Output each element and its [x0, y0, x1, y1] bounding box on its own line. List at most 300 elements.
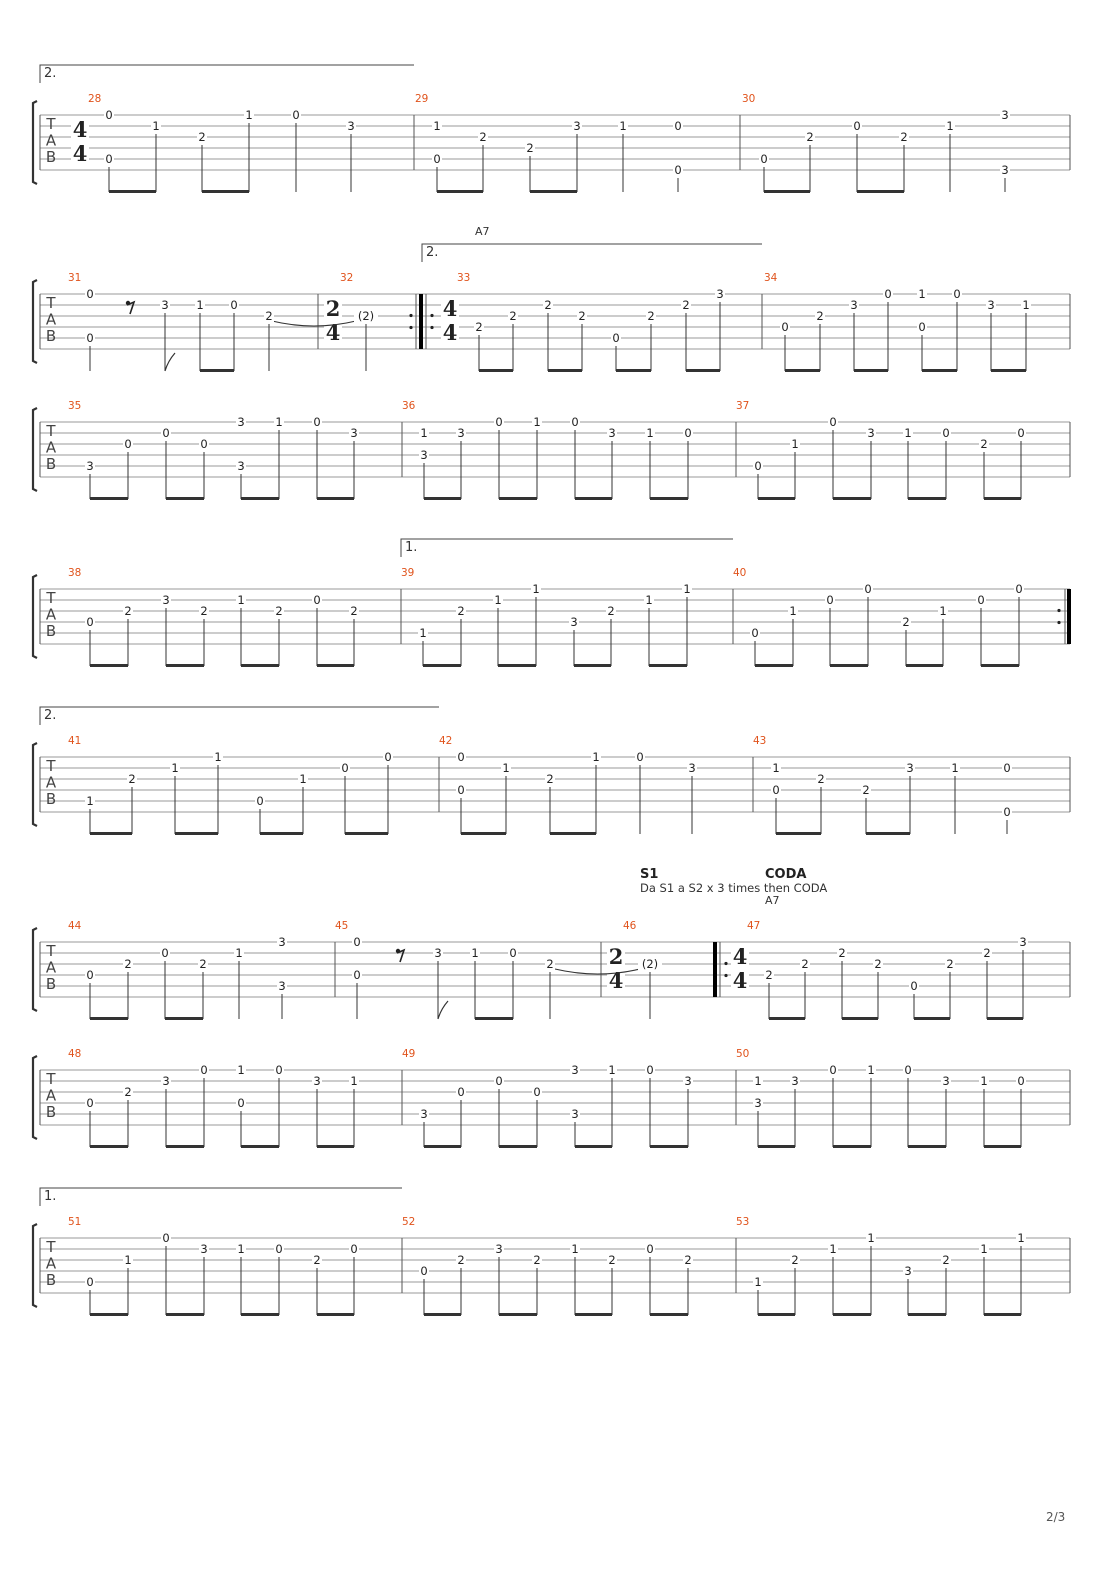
fret-number: 0 — [571, 415, 579, 429]
system-bracket — [33, 1056, 37, 1139]
beam — [987, 1017, 1023, 1020]
fret-number: 0 — [86, 968, 94, 982]
time-signature-top: 4 — [72, 117, 88, 142]
volta-label: 1. — [405, 540, 418, 555]
fret-number: 1 — [299, 772, 307, 786]
fret-number: 0 — [829, 415, 837, 429]
measure-number: 46 — [623, 920, 637, 932]
beam — [475, 1017, 513, 1020]
beam — [166, 497, 204, 500]
fret-number: 1 — [754, 1074, 762, 1088]
fret-number: 0 — [646, 1063, 654, 1077]
fret-number: 0 — [918, 320, 926, 334]
eighth-rest — [396, 949, 404, 962]
fret-number: 2 — [457, 604, 465, 618]
fret-number: 1 — [433, 119, 441, 133]
tab-clef-letter: A — [45, 1254, 57, 1273]
chord-symbol: A7 — [475, 225, 490, 238]
fret-number: 1 — [214, 750, 222, 764]
repeat-dot — [409, 326, 412, 329]
fret-number: 1 — [772, 761, 780, 775]
fret-number: 1 — [471, 946, 479, 960]
tab-system — [33, 400, 1070, 500]
tab-clef-letter: A — [45, 438, 57, 457]
time-signature-bottom: 4 — [325, 320, 341, 345]
fret-number: 3 — [200, 1242, 208, 1256]
beam — [914, 1017, 950, 1020]
fret-number: 3 — [457, 426, 465, 440]
beam — [686, 369, 720, 372]
fret-number: 1 — [646, 426, 654, 440]
measure-number: 49 — [402, 1048, 416, 1060]
note-flag — [165, 353, 175, 371]
fret-number: 3 — [420, 1107, 428, 1121]
fret-number: 0 — [162, 426, 170, 440]
volta-bracket — [40, 1188, 402, 1206]
volta-bracket — [40, 65, 414, 83]
fret-number: 1 — [571, 1242, 579, 1256]
fret-number: 3 — [313, 1074, 321, 1088]
fret-number: 3 — [608, 426, 616, 440]
beam — [574, 664, 611, 667]
system-bracket — [33, 1224, 37, 1307]
tab-clef-letter: A — [45, 131, 57, 150]
measure-number: 40 — [733, 567, 747, 579]
fret-number: 2 — [942, 1253, 950, 1267]
tie — [272, 321, 356, 326]
tab-clef-letter: B — [45, 148, 57, 166]
measure-number: 52 — [402, 1216, 416, 1228]
fret-number: 1 — [237, 1063, 245, 1077]
fret-number: 0 — [1017, 426, 1025, 440]
fret-number: 0 — [350, 1242, 358, 1256]
tab-system — [33, 894, 1070, 1020]
beam — [200, 369, 234, 372]
system-bracket — [33, 408, 37, 491]
fret-number: 3 — [850, 298, 858, 312]
measure-number: 30 — [742, 93, 756, 105]
beam — [758, 1145, 795, 1148]
fret-number: 0 — [353, 968, 361, 982]
tab-clef-letter: B — [45, 975, 57, 993]
beam — [575, 1145, 612, 1148]
fret-number: 2 — [900, 130, 908, 144]
beam — [165, 1017, 203, 1020]
fret-number: 1 — [791, 437, 799, 451]
fret-number: 3 — [495, 1242, 503, 1256]
fret-number: 2 — [265, 309, 273, 323]
fret-number: 0 — [754, 459, 762, 473]
fret-number: 1 — [494, 593, 502, 607]
fret-number: 2 — [902, 615, 910, 629]
fret-number: 0 — [86, 1275, 94, 1289]
fret-number: 2 — [275, 604, 283, 618]
volta-label: 1. — [44, 1189, 57, 1204]
beam — [202, 190, 249, 193]
fret-number: 0 — [636, 750, 644, 764]
tab-system — [33, 539, 1071, 667]
tab-clef-letter: T — [46, 1070, 56, 1088]
tab-system — [33, 707, 1070, 835]
repeat-dot — [724, 974, 727, 977]
fret-number: 2 — [946, 957, 954, 971]
fret-number: 3 — [420, 448, 428, 462]
volta-label: 2. — [44, 708, 57, 723]
beam — [649, 664, 687, 667]
fret-number: 0 — [884, 287, 892, 301]
fret-number: 2 — [509, 309, 517, 323]
fret-number: 2 — [544, 298, 552, 312]
beam — [423, 664, 461, 667]
beam — [499, 1313, 537, 1316]
fret-number: 3 — [791, 1074, 799, 1088]
measure-number: 38 — [68, 567, 82, 579]
fret-number: 2 — [806, 130, 814, 144]
beam — [241, 497, 279, 500]
fret-number: 2 — [608, 1253, 616, 1267]
fret-number: 0 — [433, 152, 441, 166]
beam — [984, 1145, 1021, 1148]
volta-label: 2. — [426, 245, 439, 260]
fret-number: 3 — [162, 1074, 170, 1088]
measure-number: 28 — [88, 93, 102, 105]
fret-number: 1 — [171, 761, 179, 775]
tab-clef-letter: T — [46, 1238, 56, 1256]
measure-number: 47 — [747, 920, 761, 932]
beam — [764, 190, 810, 193]
fret-number: 0 — [86, 287, 94, 301]
time-signature-bottom: 4 — [608, 968, 624, 993]
fret-number: 2 — [200, 604, 208, 618]
measure-number: 50 — [736, 1048, 750, 1060]
tab-system — [33, 65, 1070, 193]
fret-number: 1 — [275, 415, 283, 429]
fret-number: 1 — [951, 761, 959, 775]
beam — [776, 832, 821, 835]
fret-number: 2 — [479, 130, 487, 144]
fret-number: 0 — [457, 1085, 465, 1099]
fret-number: 1 — [237, 1242, 245, 1256]
fret-number: 2 — [124, 957, 132, 971]
fret-number: 1 — [754, 1275, 762, 1289]
fret-number: 2 — [546, 957, 554, 971]
tab-clef-letter: B — [45, 622, 57, 640]
fret-number: 1 — [245, 108, 253, 122]
fret-number: 2 — [313, 1253, 321, 1267]
tab-clef-letter: A — [45, 605, 57, 624]
fret-number: 1 — [980, 1242, 988, 1256]
measure-number: 31 — [68, 272, 82, 284]
fret-number: 0 — [86, 615, 94, 629]
beam — [479, 369, 513, 372]
fret-number: 0 — [1003, 805, 1011, 819]
fret-number: 0 — [1015, 582, 1023, 596]
fret-number: 1 — [645, 593, 653, 607]
fret-number: 1 — [237, 593, 245, 607]
fret-number: 0 — [86, 331, 94, 345]
fret-number: 1 — [419, 626, 427, 640]
fret-number: 1 — [532, 582, 540, 596]
fret-number: 1 — [1022, 298, 1030, 312]
repeat-dot — [409, 314, 412, 317]
fret-number: 0 — [684, 426, 692, 440]
fret-number: 3 — [278, 935, 286, 949]
repeat-dot — [430, 326, 433, 329]
fret-number: 1 — [829, 1242, 837, 1256]
fret-number: 1 — [420, 426, 428, 440]
time-signature-top: 4 — [732, 944, 748, 969]
fret-number: 0 — [781, 320, 789, 334]
beam — [498, 664, 536, 667]
fret-number: 0 — [457, 783, 465, 797]
fret-number: 2 — [457, 1253, 465, 1267]
beam — [758, 497, 795, 500]
fret-number: 3 — [161, 298, 169, 312]
fret-number: 0 — [200, 1063, 208, 1077]
beam — [166, 1313, 204, 1316]
beam — [166, 664, 204, 667]
beam — [499, 1145, 537, 1148]
time-signature-bottom: 4 — [442, 320, 458, 345]
beam — [499, 497, 537, 500]
fret-number: 0 — [313, 593, 321, 607]
tab-clef-letter: T — [46, 589, 56, 607]
fret-number: 0 — [864, 582, 872, 596]
beam — [981, 664, 1019, 667]
beam — [260, 832, 303, 835]
fret-number: 1 — [608, 1063, 616, 1077]
beam — [90, 1017, 128, 1020]
beam — [317, 497, 354, 500]
fret-number: 2 — [816, 309, 824, 323]
fret-number: 0 — [275, 1063, 283, 1077]
fret-number: 0 — [313, 415, 321, 429]
fret-number: 0 — [256, 794, 264, 808]
fret-number: 2 — [983, 946, 991, 960]
measure-number: 34 — [764, 272, 778, 284]
beam — [833, 1313, 871, 1316]
beam — [530, 190, 577, 193]
beam — [90, 1145, 128, 1148]
measure-number: 32 — [340, 272, 354, 284]
fret-number: 0 — [910, 979, 918, 993]
fret-number: 0 — [200, 437, 208, 451]
tab-clef-letter: B — [45, 1271, 57, 1289]
fret-number: 0 — [612, 331, 620, 345]
beam — [650, 1145, 688, 1148]
beam — [616, 369, 651, 372]
tab-clef-letter: B — [45, 790, 57, 808]
fret-number: 2 — [124, 1085, 132, 1099]
chord-symbol: A7 — [765, 894, 780, 907]
measure-number: 33 — [457, 272, 471, 284]
fret-number: 3 — [1001, 108, 1009, 122]
fret-number: 0 — [904, 1063, 912, 1077]
beam — [908, 1145, 946, 1148]
fret-number: 0 — [509, 946, 517, 960]
fret-number: 3 — [573, 119, 581, 133]
fret-number: (2) — [357, 309, 375, 323]
fret-number: 2 — [578, 309, 586, 323]
fret-number: 1 — [1017, 1231, 1025, 1245]
fret-number: 1 — [867, 1231, 875, 1245]
beam — [984, 497, 1021, 500]
tab-system — [33, 1188, 1070, 1316]
fret-number: 0 — [1003, 761, 1011, 775]
tab-clef-letter: A — [45, 773, 57, 792]
fret-number: 2 — [682, 298, 690, 312]
beam — [908, 497, 946, 500]
fret-number: 0 — [772, 783, 780, 797]
volta-bracket — [401, 539, 733, 557]
fret-number: 0 — [495, 415, 503, 429]
beam — [866, 832, 910, 835]
fret-number: 0 — [674, 119, 682, 133]
fret-number: 0 — [751, 626, 759, 640]
fret-number: 2 — [765, 968, 773, 982]
fret-number: 2 — [647, 309, 655, 323]
beam — [461, 832, 506, 835]
beam — [984, 1313, 1021, 1316]
fret-number: 2 — [533, 1253, 541, 1267]
fret-number: 2 — [801, 957, 809, 971]
fret-number: 0 — [674, 163, 682, 177]
fret-number: 1 — [939, 604, 947, 618]
note-flag — [438, 1001, 448, 1019]
tab-clef-letter: B — [45, 327, 57, 345]
fret-number: 0 — [124, 437, 132, 451]
beam — [857, 190, 904, 193]
fret-number: 1 — [86, 794, 94, 808]
fret-number: 3 — [942, 1074, 950, 1088]
fret-number: 0 — [86, 1096, 94, 1110]
fret-number: 0 — [1017, 1074, 1025, 1088]
fret-number: 2 — [684, 1253, 692, 1267]
beam — [317, 1313, 354, 1316]
beam — [650, 497, 688, 500]
fret-number: 3 — [688, 761, 696, 775]
fret-number: 3 — [867, 426, 875, 440]
fret-number: 1 — [235, 946, 243, 960]
beam — [424, 1313, 461, 1316]
fret-number: 3 — [347, 119, 355, 133]
measure-number: 48 — [68, 1048, 82, 1060]
fret-number: 1 — [619, 119, 627, 133]
fret-number: 1 — [350, 1074, 358, 1088]
beam — [550, 832, 596, 835]
segno-label: S1 — [640, 867, 659, 882]
fret-number: 0 — [420, 1264, 428, 1278]
fret-number: 0 — [353, 935, 361, 949]
fret-number: 3 — [1001, 163, 1009, 177]
measure-number: 43 — [753, 735, 767, 747]
repeat-dot — [430, 314, 433, 317]
fret-number: 3 — [716, 287, 724, 301]
beam — [991, 369, 1026, 372]
rest-stroke — [397, 950, 404, 962]
beam — [833, 497, 871, 500]
fret-number: 2 — [526, 141, 534, 155]
tab-system — [33, 1048, 1070, 1148]
beam — [842, 1017, 878, 1020]
fret-number: 1 — [152, 119, 160, 133]
fret-number: 2 — [546, 772, 554, 786]
fret-number: 3 — [237, 415, 245, 429]
fret-number: 3 — [754, 1096, 762, 1110]
tab-clef-letter: A — [45, 958, 57, 977]
beam — [166, 1145, 204, 1148]
beam — [922, 369, 957, 372]
measure-number: 45 — [335, 920, 349, 932]
repeat-instruction: Da S1 a S2 x 3 times then CODA — [640, 881, 828, 895]
fret-number: 0 — [275, 1242, 283, 1256]
coda-label: CODA — [765, 867, 807, 882]
beam — [241, 1145, 279, 1148]
page-number: 2/3 — [1046, 1510, 1066, 1524]
fret-number: 2 — [874, 957, 882, 971]
fret-number: 0 — [105, 152, 113, 166]
beam — [345, 832, 388, 835]
beam — [785, 369, 820, 372]
fret-number: 0 — [942, 426, 950, 440]
beam — [90, 497, 128, 500]
beam — [317, 664, 354, 667]
beam — [317, 1145, 354, 1148]
fret-number: 3 — [434, 946, 442, 960]
system-bracket — [33, 575, 37, 658]
beam — [241, 1313, 279, 1316]
tab-clef-letter: T — [46, 942, 56, 960]
fret-number: 0 — [829, 1063, 837, 1077]
beam — [241, 664, 279, 667]
beam — [175, 832, 218, 835]
fret-number: 0 — [384, 750, 392, 764]
measure-number: 36 — [402, 400, 416, 412]
eighth-rest — [126, 301, 134, 314]
fret-number: 2 — [791, 1253, 799, 1267]
time-signature-bottom: 4 — [72, 141, 88, 166]
tab-system — [33, 225, 1070, 372]
fret-number: 3 — [571, 1107, 579, 1121]
fret-number: 1 — [918, 287, 926, 301]
beam — [833, 1145, 871, 1148]
beam — [575, 497, 612, 500]
fret-number: 1 — [867, 1063, 875, 1077]
fret-number: 0 — [826, 593, 834, 607]
beam — [437, 190, 483, 193]
fret-number: 0 — [457, 750, 465, 764]
fret-number: 2 — [350, 604, 358, 618]
fret-number: 1 — [592, 750, 600, 764]
fret-number: 2 — [198, 130, 206, 144]
fret-number: 3 — [906, 761, 914, 775]
fret-number: 0 — [162, 1231, 170, 1245]
fret-number: 2 — [817, 772, 825, 786]
measure-number: 39 — [401, 567, 415, 579]
time-signature-top: 2 — [325, 296, 341, 321]
fret-number: 1 — [683, 582, 691, 596]
beam — [755, 664, 793, 667]
tab-clef-letter: A — [45, 310, 57, 329]
barline-thick — [1067, 589, 1071, 644]
beam — [90, 832, 132, 835]
fret-number: 0 — [161, 946, 169, 960]
repeat-dot — [1057, 621, 1060, 624]
measure-number: 29 — [415, 93, 429, 105]
time-signature-bottom: 4 — [732, 968, 748, 993]
barline-thick — [713, 942, 717, 997]
fret-number: 3 — [278, 979, 286, 993]
